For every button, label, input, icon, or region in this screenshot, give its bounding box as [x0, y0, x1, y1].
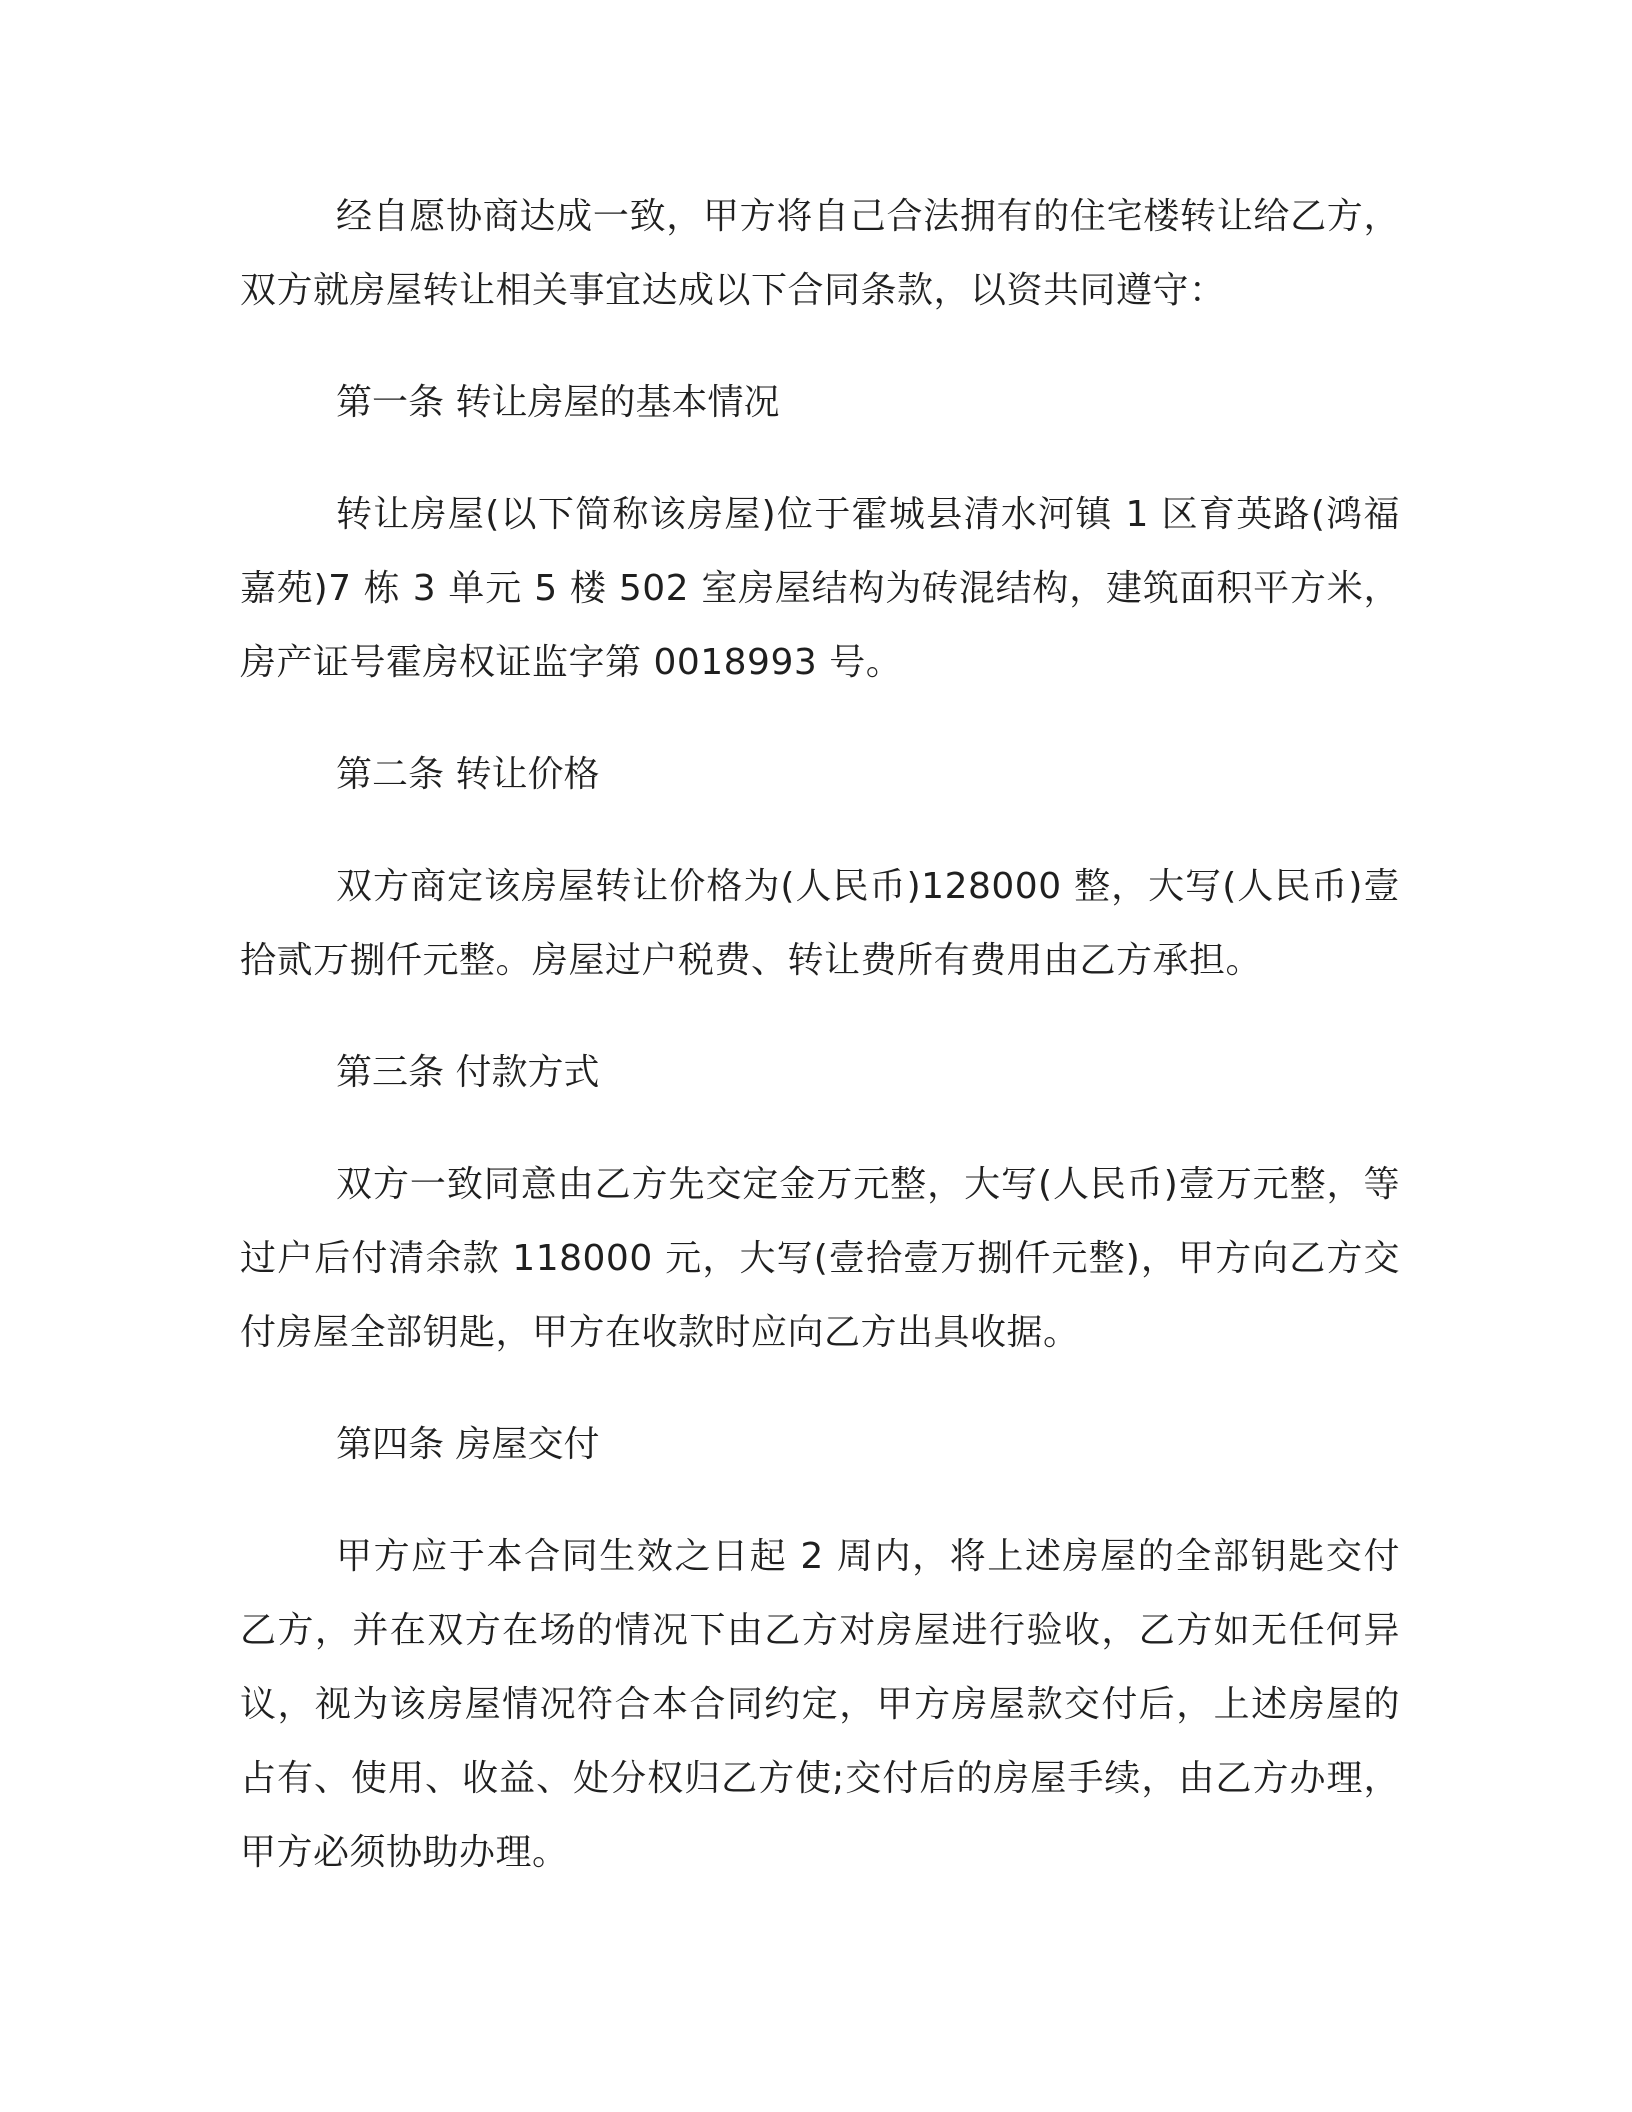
section-4-heading: 第四条 房屋交付: [336, 1424, 600, 1465]
section-1-body: 转让房屋(以下简称该房屋)位于霍城县清水河镇 1 区育英路(鸿福嘉苑)7 栋 3 单元 5 楼 502 室房屋结构为砖混结构，建筑面积平方米，房产证号霍房权证监字第 0018993 号。: [240, 494, 1400, 683]
contract-text: [240, 180, 1400, 1890]
section-4-body: 甲方应于本合同生效之日起 2 周内，将上述房屋的全部钥匙交付乙方，并在双方在场的情况下由乙方对房屋进行验收，乙方如无任何异议，视为该房屋情况符合本合同约定，甲方房屋款交付后，上述房屋的占有、使用、收益、处分权归乙方使;交付后的房屋手续，由乙方办理，甲方必须协助办理。: [240, 1536, 1400, 1873]
intro-paragraph: 经自愿协商达成一致，甲方将自己合法拥有的住宅楼转让给乙方，双方就房屋转让相关事宜达成以下合同条款，以资共同遵守：: [240, 196, 1400, 311]
section-3-heading: 第三条 付款方式: [336, 1052, 600, 1093]
section-3-body: 双方一致同意由乙方先交定金万元整，大写(人民币)壹万元整，等过户后付清余款 118000 元，大写(壹拾壹万捌仟元整)，甲方向乙方交付房屋全部钥匙，甲方在收款时应向乙方出具收据。: [240, 1164, 1400, 1353]
section-2-heading: 第二条 转让价格: [336, 754, 600, 795]
section-1-heading: 第一条 转让房屋的基本情况: [336, 382, 780, 423]
section-2-body: 双方商定该房屋转让价格为(人民币)128000 整，大写(人民币)壹拾贰万捌仟元整。房屋过户税费、转让费所有费用由乙方承担。: [240, 866, 1400, 981]
